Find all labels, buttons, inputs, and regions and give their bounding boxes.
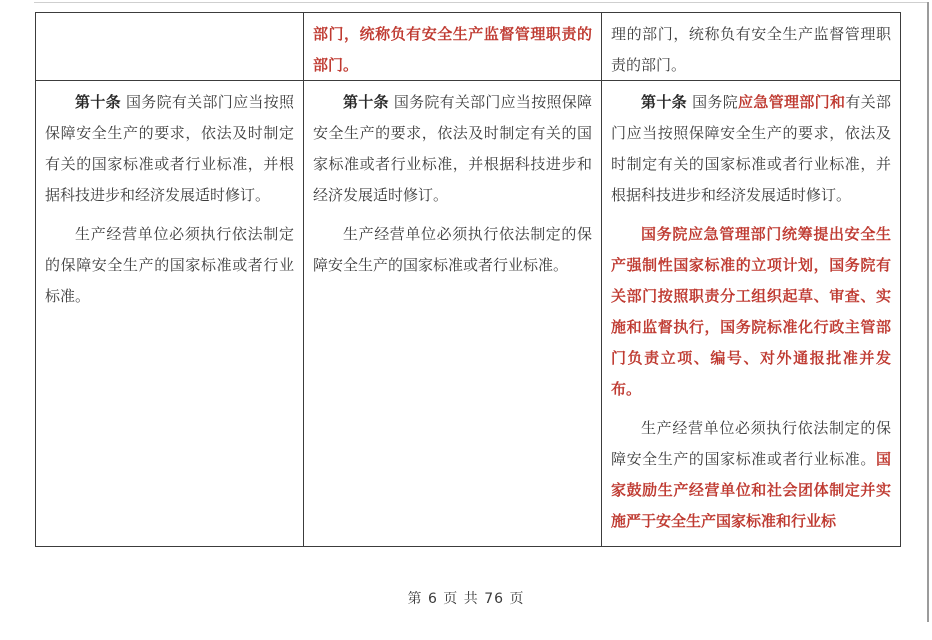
text-segment: 国务院应急管理部门统筹提出安全生产强制性国家标准的立项计划，国务院有关部门按照职责分工组织起草、审查、实施和监督执行，国务院标准化行政主管部门负责立项、编号、对外通报批准并发布。 xyxy=(611,225,891,398)
page-right-edge-line xyxy=(927,2,929,622)
text-segment: 有关部门应当按照保障安全生产的要求，依法及时制定有关的国家标准或者行业标准，并根据科技进步和经济发展适时修订。 xyxy=(611,93,891,204)
paragraph xyxy=(611,219,891,405)
comparison-table xyxy=(35,12,901,547)
text-segment: 部门，统称负有安全生产监督管理职责的部门。 xyxy=(313,25,592,74)
table-cell xyxy=(36,13,304,81)
text-segment: 国家鼓励生产经营单位和社会团体制定并实施严于安全生产国家标准和行业标 xyxy=(611,450,891,530)
paragraph xyxy=(313,219,592,281)
page-number-footer: 第 6 页 共 76 页 xyxy=(407,591,525,607)
text-segment: 第十条 xyxy=(641,93,687,111)
page-top-edge-line xyxy=(34,2,928,3)
paragraph xyxy=(313,87,592,211)
text-segment: 生产经营单位必须执行依法制定的保障安全生产的国家标准或者行业标准。 xyxy=(611,419,891,468)
paragraph xyxy=(611,87,891,211)
text-segment: 第十条 xyxy=(343,93,389,111)
paragraph xyxy=(313,19,592,81)
table-cell xyxy=(602,81,900,546)
paragraph xyxy=(45,87,294,211)
text-segment: 第十条 xyxy=(75,93,121,111)
row-continuation-from-previous-page xyxy=(36,13,900,81)
paragraph xyxy=(611,413,891,537)
table-cell xyxy=(304,81,602,546)
text-segment: 国务院 xyxy=(686,93,739,111)
text-segment: 应急管理部门和 xyxy=(738,93,846,111)
text-segment: 生产经营单位必须执行依法制定的保障安全生产的国家标准或者行业标准。 xyxy=(45,225,294,305)
table-cell xyxy=(36,81,304,546)
table-cell xyxy=(304,13,602,81)
text-segment: 国务院有关部门应当按照保障安全生产的要求，依法及时制定有关的国家标准或者行业标准，并根据科技进步和经济发展适时修订。 xyxy=(45,93,294,204)
row-article-10 xyxy=(36,81,900,546)
paragraph xyxy=(45,219,294,312)
text-segment: 理的部门，统称负有安全生产监督管理职责的部门。 xyxy=(611,25,891,74)
paragraph xyxy=(611,19,891,81)
text-segment: 国务院有关部门应当按照保障安全生产的要求，依法及时制定有关的国家标准或者行业标准，并根据科技进步和经济发展适时修订。 xyxy=(313,93,592,204)
table-cell xyxy=(602,13,900,81)
text-segment: 生产经营单位必须执行依法制定的保障安全生产的国家标准或者行业标准。 xyxy=(313,225,592,274)
